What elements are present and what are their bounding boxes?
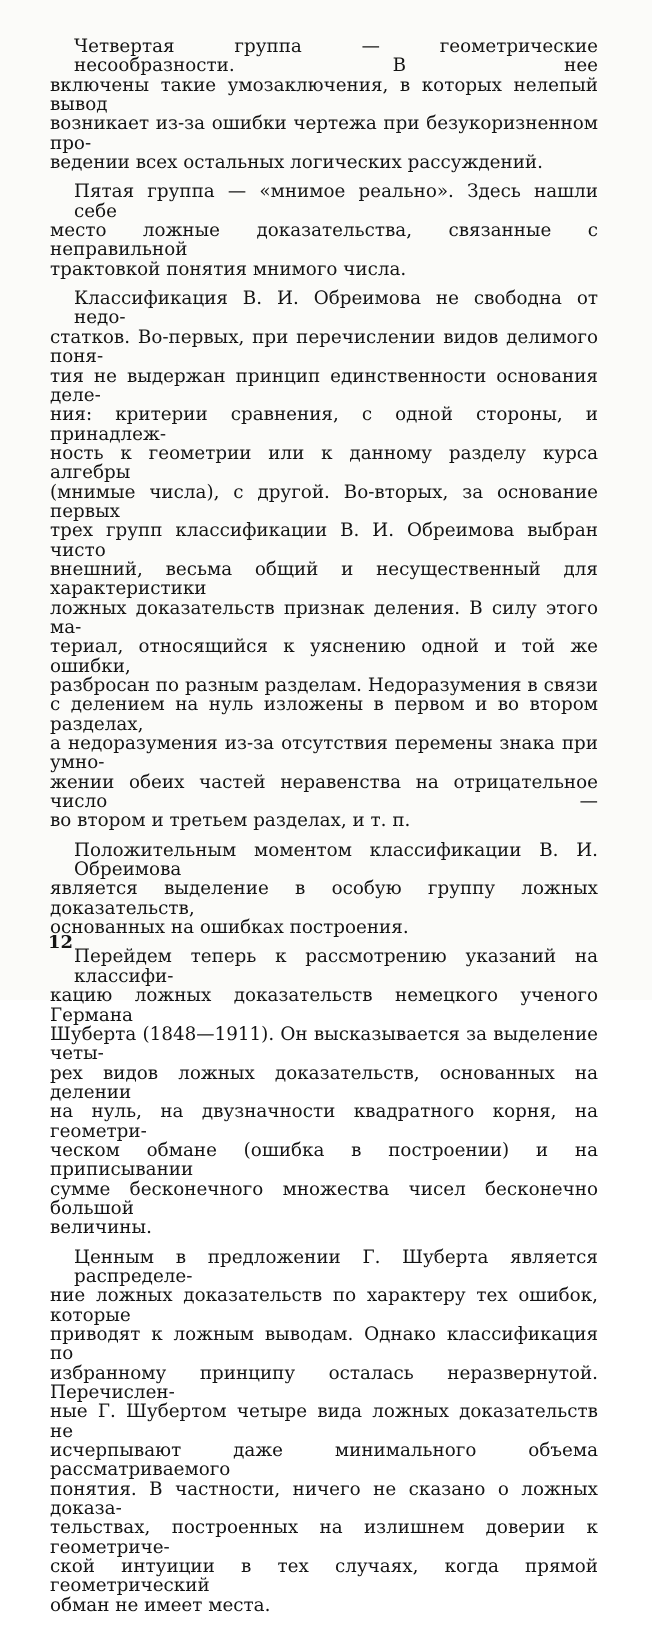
text-line: (мнимые числа), с другой. Во-вторых, за основание первых <box>50 481 598 522</box>
text-line: разбросан по разным разделам. Недоразумения в связи <box>50 675 598 696</box>
paragraph <box>50 289 598 831</box>
text-line: обман не имеет места. <box>50 1594 271 1616</box>
text-line: понятия. В частности, ничего не сказано о ложных доказа- <box>50 1478 598 1520</box>
paragraph <box>50 841 598 938</box>
paragraph <box>50 1248 598 1616</box>
paragraph <box>50 947 598 1237</box>
page-number: 12 <box>48 932 74 953</box>
text-line: Классификация В. И. Обреимова не свободна от недо- <box>74 288 598 329</box>
text-line: место ложные доказательства, связанные с неправильной <box>50 220 598 261</box>
text-line: жении обеих частей неравенства на отрицательное число — <box>50 771 598 813</box>
text-line: ность к геометрии или к данному разделу курса алгебры <box>50 442 598 484</box>
text-line: Ценным в предложении Г. Шуберта является распределе- <box>74 1246 598 1287</box>
text-line: ные Г. Шубертом четыре вида ложных доказательств не <box>50 1401 598 1442</box>
text-line: кацию ложных доказательств немецкого ученого Германа <box>50 985 598 1026</box>
paragraph <box>50 37 598 172</box>
text-line: рех видов ложных доказательств, основанных на делении <box>50 1062 598 1103</box>
text-line: Перейдем теперь к рассмотрению указаний на классифи- <box>74 946 598 987</box>
text-line: трех групп классификации В. И. Обреимова выбран чисто <box>50 520 598 561</box>
text-line: ложных доказательств признак деления. В силу этого ма- <box>50 597 598 638</box>
text-line: а недоразумения из-за отсутствия перемены знака при умно- <box>50 733 598 774</box>
text-line: во втором и третьем разделах, и т. п. <box>50 810 411 832</box>
text-line: статков. Во-первых, при перечислении видов делимого поня- <box>50 326 598 368</box>
text-line: включены такие умозаключения, в которых нелепый вывод <box>50 74 598 116</box>
text-line: Положительным моментом классификации В. И. Обреимова <box>74 839 598 881</box>
text-line: Пятая группа — «мнимое реально». Здесь нашли себе <box>74 181 598 222</box>
text-line: является выделение в особую группу ложных доказательств, <box>50 878 598 919</box>
text-line: ведении всех остальных логических рассуждений. <box>50 152 543 174</box>
text-line: ческом обмане (ошибка в построении) и на приписывании <box>50 1139 598 1181</box>
text-line: ния: критерии сравнения, с одной стороны, и принадлеж- <box>50 404 598 445</box>
text-line: Четвертая группа — геометрические несообразности. В нее <box>74 36 598 77</box>
text-line: териал, относящийся к уяснению одной и той же ошибки, <box>50 636 598 677</box>
text-line: тия не выдержан принцип единственности основания деле- <box>50 365 598 406</box>
text-line: основанных на ошибках построения. <box>50 917 409 939</box>
text-line: с делением на нуль изложены в первом и во втором разделах, <box>50 694 598 735</box>
text-line: тельствах, построенных на излишнем доверии к геометриче- <box>50 1517 598 1558</box>
text-line: трактовкой понятия мнимого числа. <box>50 258 407 280</box>
text-line: исчерпывают даже минимального объема рассматриваемого <box>50 1440 598 1481</box>
text-line: возникает из-за ошибки чертежа при безукоризненном про- <box>50 113 598 154</box>
paragraph <box>50 182 598 279</box>
text-line: внешний, весьма общий и несущественный для характеристики <box>50 558 598 600</box>
text-line: величины. <box>50 1217 152 1239</box>
text-line: приводят к ложным выводам. Однако классификация по <box>50 1324 598 1365</box>
text-line: сумме бесконечного множества чисел бесконечно большой <box>50 1178 598 1219</box>
text-line: ской интуиции в тех случаях, когда прямой геометрический <box>50 1556 598 1597</box>
text-line: ние ложных доказательств по характеру тех ошибок, которые <box>50 1285 598 1326</box>
body-text <box>50 37 598 1625</box>
text-line: Шуберта (1848—1911). Он высказывается за выделение четы- <box>50 1023 598 1065</box>
text-line: на нуль, на двузначности квадратного корня, на геометри- <box>50 1101 598 1142</box>
text-line: избранному принципу осталась неразвернутой. Перечислен- <box>50 1362 598 1404</box>
